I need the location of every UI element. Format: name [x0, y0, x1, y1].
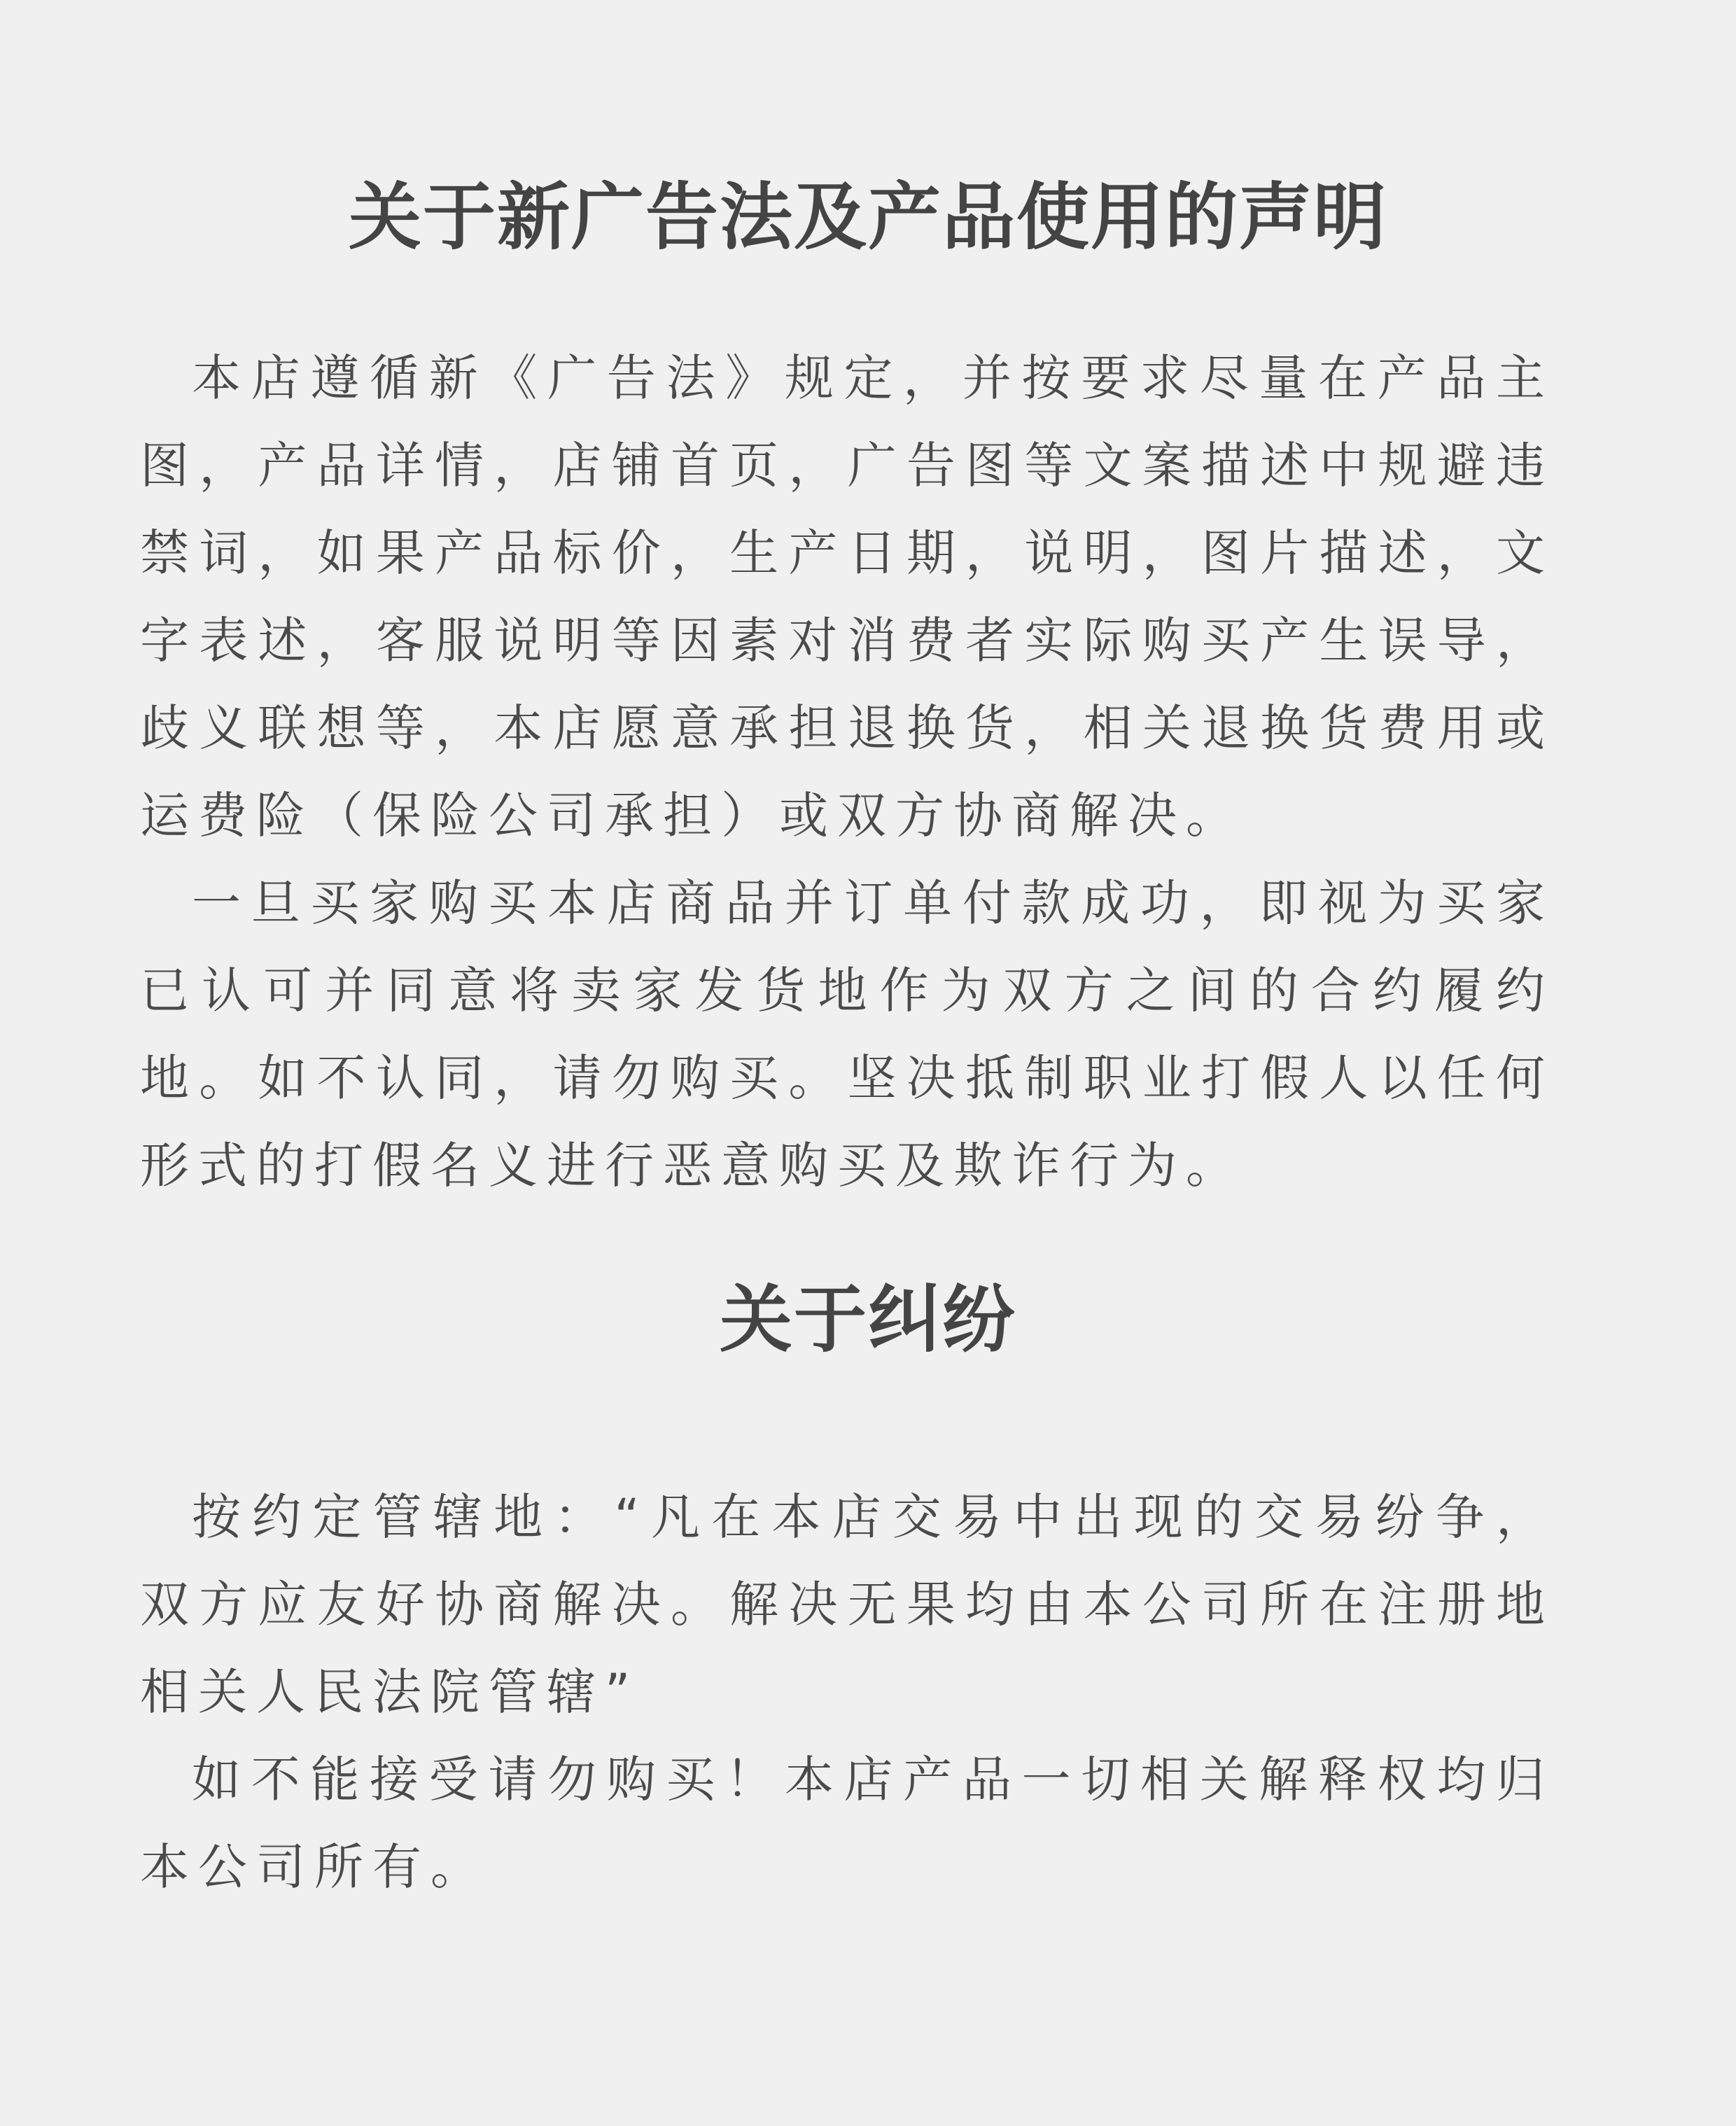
ad-law-paragraph-compliance: 本店遵循新《广告法》规定，并按要求尽量在产品主图，产品详情，店铺首页，广告图等文案描述中规避违禁词，如果产品标价，生产日期，说明，图片描述，文字表述，客服说明等因素对消费者实际购买产生误导，歧义联想等，本店愿意承担退换货，相关退换货费用或运费险（保险公司承担）或双方协商解决。 [140, 349, 1554, 844]
ad-law-paragraph-contract-location: 一旦买家购买本店商品并订单付款成功，即视为买家已认可并同意将卖家发货地作为双方之间的合约履约地。如不认同，请勿购买。坚决抵制职业打假人以任何形式的打假名义进行恶意购买及欺诈行为。 [140, 874, 1554, 1194]
disputes-paragraph-jurisdiction: 按约定管辖地：“凡在本店交易中出现的交易纷争，双方应友好协商解决。解决无果均由本公司所在注册地相关人民法院管辖” [140, 1488, 1554, 1721]
ad-law-statement-body [140, 335, 1554, 1210]
disputes-paragraph-interpretation: 如不能接受请勿购买！本店产品一切相关解释权均归本公司所有。 [140, 1751, 1554, 1896]
ad-law-statement-title: 关于新广告法及产品使用的声明 [348, 174, 1387, 260]
disputes-body [140, 1474, 1554, 1911]
disputes-title: 关于纠纷 [719, 1277, 1016, 1362]
